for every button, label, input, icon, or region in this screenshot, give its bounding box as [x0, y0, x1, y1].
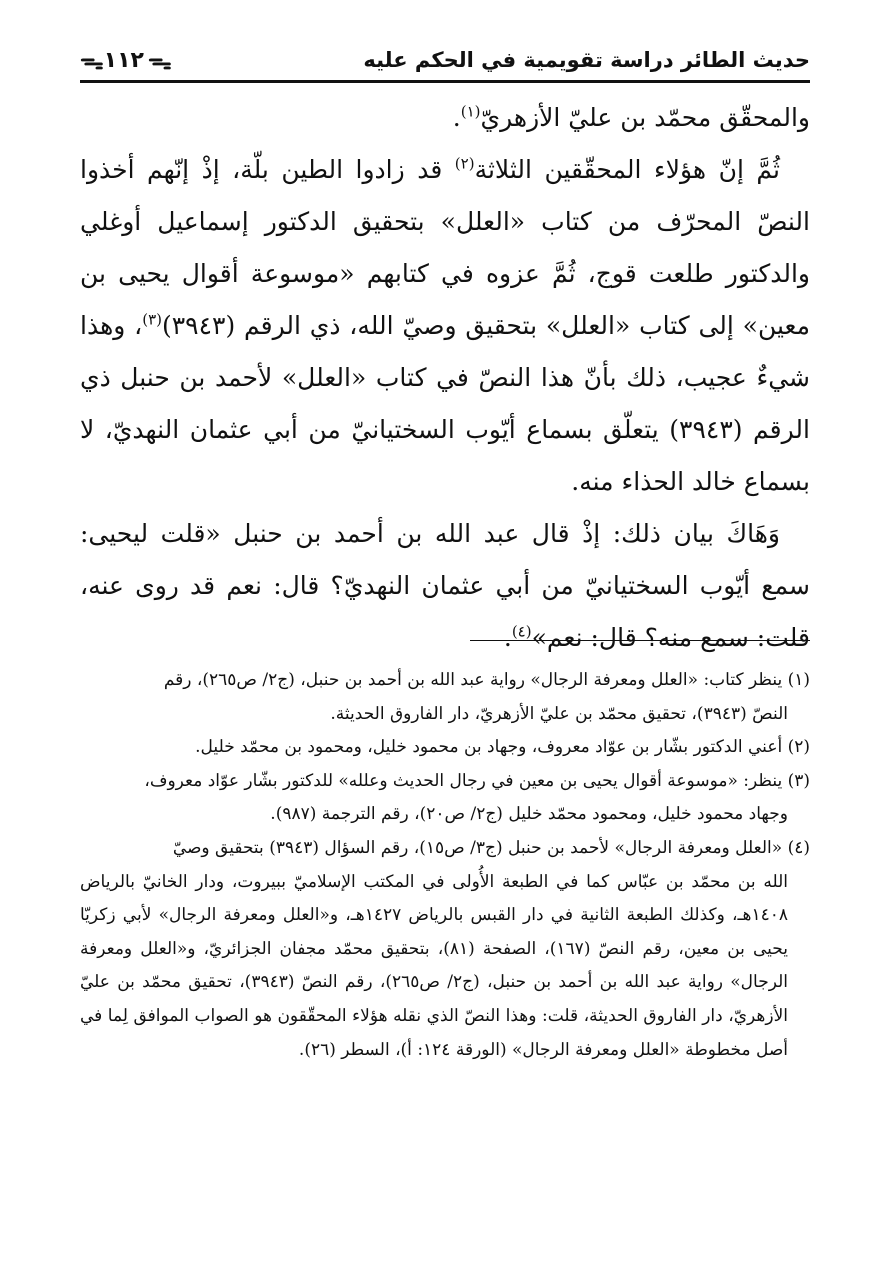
footnote-3-line-2: وجهاد محمود خليل، ومحمود محمّد خليل (ج٢/ ص٢٠)، رقم الترجمة (٩٨٧). [270, 804, 788, 825]
footnote-3-line-1: (٣) ينظر: «موسوعة أقوال يحيى بن معين في رجال الحديث وعلله» للدكتور بشّار عوّاد معروف، [144, 770, 810, 791]
paragraph-2 [80, 144, 810, 508]
footnote-1-line-1: (١) ينظر كتاب: «العلل ومعرفة الرجال» رواية عبد الله بن أحمد بن حنبل، (ج٢/ ص٢٦٥)، رقم [163, 670, 810, 690]
page-number: ١١٢ [103, 47, 144, 73]
footnote-4-line-1: (٤) «العلل ومعرفة الرجال» لأحمد بن حنبل (ج٣/ ص١٥)، رقم السؤال (٣٩٤٣) بتحقيق وصيّ [172, 837, 810, 858]
page-number-group [80, 44, 168, 77]
ornament-left-icon: ᯓ [80, 46, 100, 75]
running-header [80, 40, 810, 83]
footnote-ref-1[interactable]: (١) [460, 102, 481, 121]
main-text [80, 92, 810, 664]
paragraph-2-part-c: ، وهذا شيءٌ عجيب، ذلك بأنّ هذا النصّ في كتاب «العلل» لأحمد بن حنبل ذي الرقم (٣٩٤٣) يتعلّق بسماع أيّوب السختيانيّ من أبي عثمان النهديّ، لا بسماع خالد الحذاء منه. [80, 311, 810, 496]
footnote-ref-4[interactable]: (٤) [511, 622, 532, 641]
footnote-1-line-2: النصّ (٣٩٤٣)، تحقيق محمّد بن عليّ الأزهريّ، دار الفاروق الحديثة. [330, 703, 788, 724]
paragraph-2-part-b: قد زادوا الطين بلّة، إذْ إنّهم أخذوا النصّ المحرّف من كتاب «العلل» بتحقيق الدكتور إسماعيل أوغلي والدكتور طلعت قوج، ثُمَّ عزوه في كتابهم «موسوعة أقوال يحيى بن معين» إلى كتاب «العلل» بتحقيق وصيّ الله، ذي الرقم (٣٩٤٣) [80, 155, 810, 340]
ornament-right-icon: ᯓ [147, 46, 168, 75]
footnote-2-line-1: (٢) أعني الدكتور بشّار بن عوّاد معروف، وجهاد بن محمود خليل، ومحمود بن محمّد خليل. [195, 737, 810, 758]
footnote-separator [470, 640, 810, 641]
paragraph-1-end: . [452, 103, 461, 132]
paragraph-1-text: والمحقّق محمّد بن عليّ الأزهريّ [480, 103, 810, 132]
paragraph-1 [80, 92, 810, 144]
paragraph-3-text: وَهَاكَ بيان ذلك: إذْ قال عبد الله بن أحمد بن حنبل «قلت ليحيى: سمع أيّوب السختيانيّ من أبي عثمان النهديّ؟ قال: نعم قد روى عنه، قلت: سمع منه؟ قال: نعم» [80, 519, 810, 652]
header-title: حديث الطائر دراسة تقويمية في الحكم عليه [363, 48, 810, 72]
paragraph-3-end: . [503, 623, 512, 652]
paragraph-2-part-a: ثُمَّ إنّ هؤلاء المحقّقين الثلاثة [474, 155, 780, 184]
footnote-4-continuation: الله بن محمّد بن عبّاس كما في الطبعة الأُولى في المكتب الإسلاميّ ببيروت، ودار الخانيّ بالرياض ١٤٠٨هـ، وكذلك الطبعة الثانية في دار القبس بالرياض ١٤٢٧هـ، و«العلل ومعرفة الرجال» لأبي زكريّا يحيى بن معين، رقم النصّ (١٦٧)، الصفحة (٨١)، بتحقيق محمّد مجفان الجزائريّ، و«العلل ومعرفة الرجال» رواية عبد الله بن أحمد بن حنبل، (ج٢/ ص٢٦٥)، رقم النصّ (٣٩٤٣)، تحقيق محمّد بن عليّ الأزهريّ، دار الفاروق الحديثة، قلت: وهذا النصّ الذي نقله هؤلاء المحقّقون هو الصواب الموافق لِما في أصل مخطوطة «العلل ومعرفة الرجال» (الورقة ١٢٤: أ)، السطر (٢٦). [80, 871, 789, 1060]
footnote-ref-2[interactable]: (٢) [454, 154, 475, 173]
footnotes [80, 664, 810, 1067]
footnote-ref-3[interactable]: (٣) [142, 310, 162, 329]
